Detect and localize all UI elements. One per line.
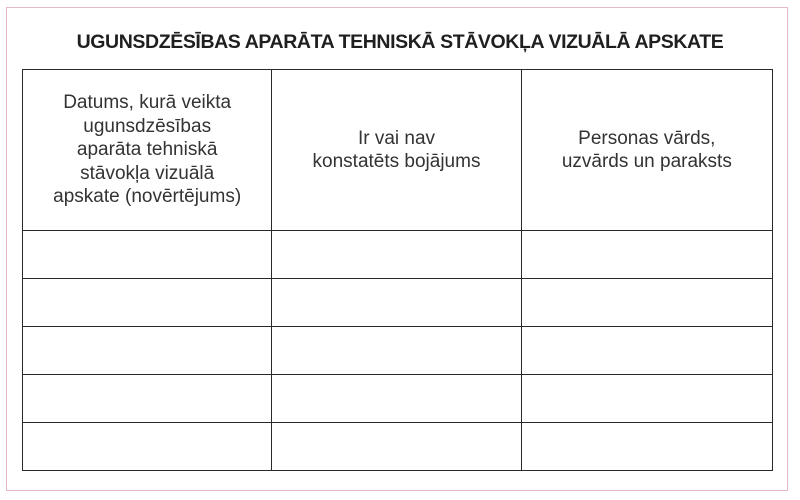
damage-cell xyxy=(272,279,521,327)
header-damage-label: Ir vai nav konstatēts bojājums xyxy=(312,127,481,172)
date-cell xyxy=(23,375,272,423)
table-row xyxy=(23,423,773,471)
damage-cell xyxy=(272,375,521,423)
table-row xyxy=(23,279,773,327)
table-row xyxy=(23,327,773,375)
inspection-table xyxy=(22,69,773,471)
date-cell xyxy=(23,231,272,279)
date-cell xyxy=(23,279,272,327)
signature-cell xyxy=(521,375,772,423)
signature-cell xyxy=(521,279,772,327)
header-date xyxy=(23,70,272,231)
form-title: UGUNSDZĒSĪBAS APARĀTA TEHNISKĀ STĀVOKĻA VIZUĀLĀ APSKATE xyxy=(76,31,724,53)
header-row xyxy=(23,70,773,231)
signature-cell xyxy=(521,327,772,375)
header-damage xyxy=(272,70,521,231)
header-person-label: Personas vārds, uzvārds un paraksts xyxy=(561,127,732,172)
table-row xyxy=(23,231,773,279)
date-cell xyxy=(23,423,272,471)
damage-cell xyxy=(272,327,521,375)
date-cell xyxy=(23,327,272,375)
damage-cell xyxy=(272,231,521,279)
signature-cell xyxy=(521,231,772,279)
damage-cell xyxy=(272,423,521,471)
signature-cell xyxy=(521,423,772,471)
header-date-label: Datums, kurā veikta ugunsdzēsības aparāta tehniskā stāvokļa vizuālā apskate (novērtējums) xyxy=(53,92,242,208)
header-person xyxy=(521,70,772,231)
table-row xyxy=(23,375,773,423)
